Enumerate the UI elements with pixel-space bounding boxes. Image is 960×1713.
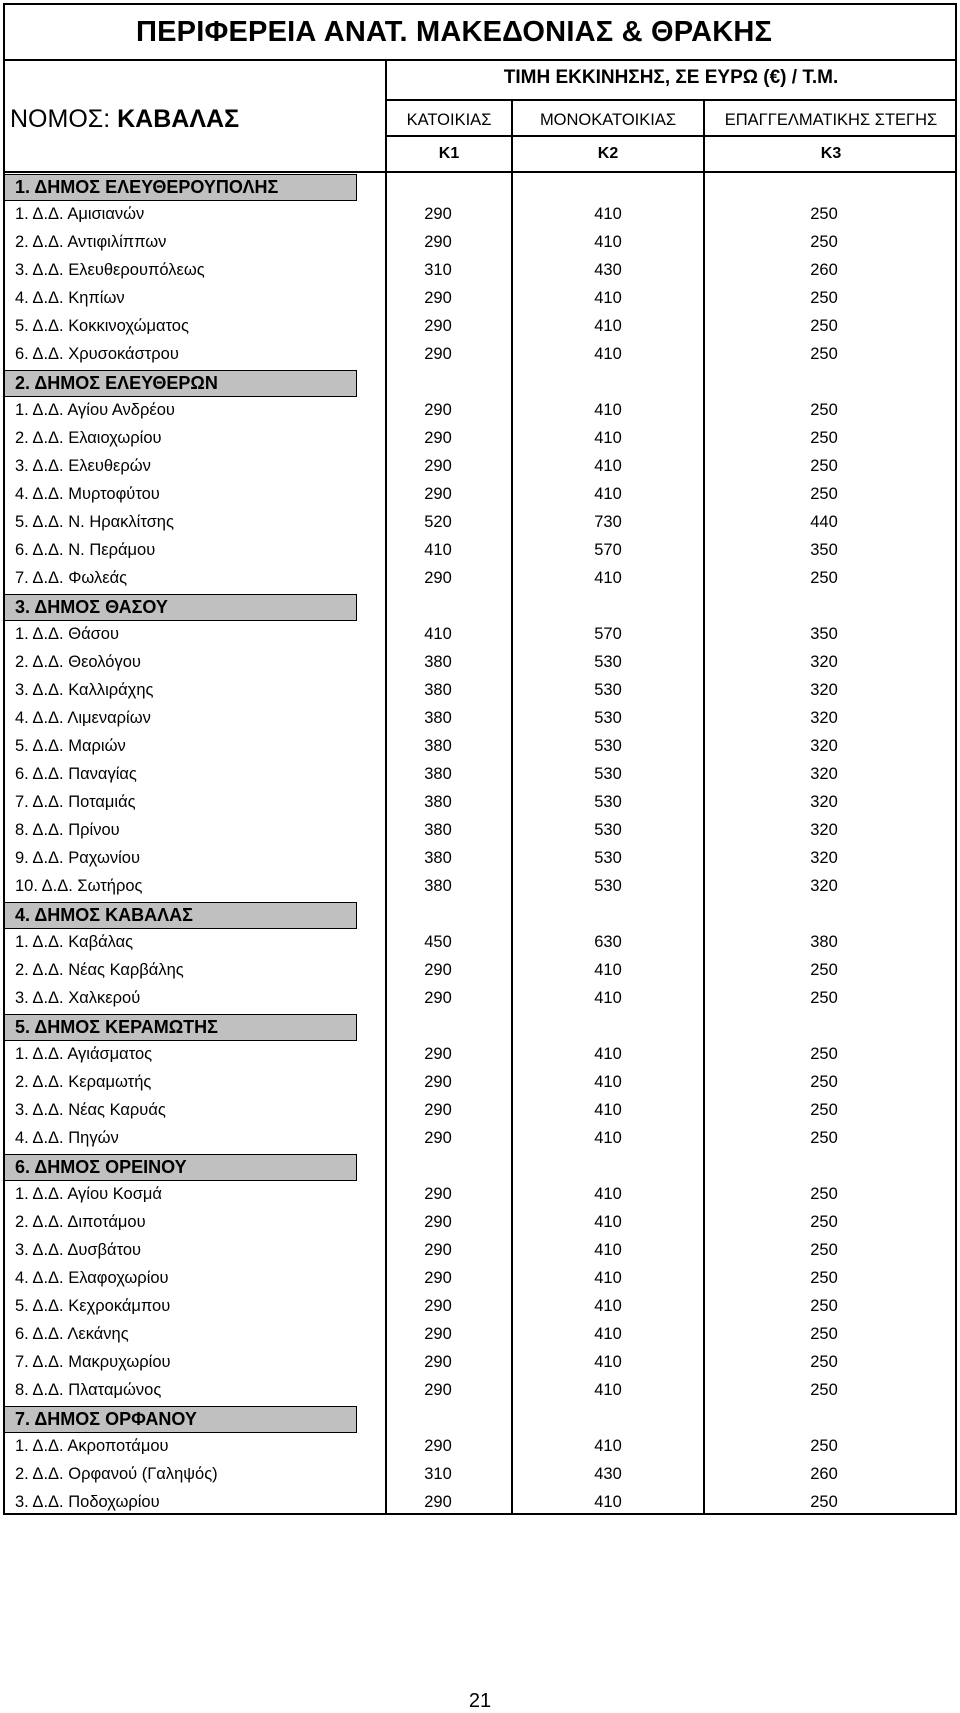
price-k2: 410 [594,1045,622,1063]
price-k2: 730 [594,513,622,531]
district-name: 2. Δ.Δ. Ορφανού (Γαληψός) [15,1465,218,1483]
price-k1: 290 [424,1129,452,1147]
group-title: 5. ΔΗΜΟΣ ΚΕΡΑΜΩΤΗΣ [5,1014,357,1041]
price-k2: 530 [594,793,622,811]
price-k1: 290 [424,1101,452,1119]
price-table [3,3,957,1515]
price-k1: 290 [424,205,452,223]
district-name: 1. Δ.Δ. Αγίου Ανδρέου [15,401,175,419]
price-k2: 410 [594,1437,622,1455]
price-k3: 250 [810,1269,838,1287]
price-k3: 320 [810,793,838,811]
price-k3: 260 [810,261,838,279]
price-k2: 410 [594,233,622,251]
table-row [5,1433,955,1461]
table-row [5,537,955,565]
page-number: 21 [468,1690,492,1712]
group-row [5,901,955,929]
district-name: 3. Δ.Δ. Ελευθερών [15,457,151,475]
table-row [5,1265,955,1293]
district-name: 6. Δ.Δ. Παναγίας [15,765,137,783]
district-name: 3. Δ.Δ. Καλλιράχης [15,681,154,699]
table-row [5,397,955,425]
header-rule [387,99,955,101]
prefecture-prefix: ΝΟΜΟΣ: [10,105,118,133]
table-row [5,1209,955,1237]
price-k2: 410 [594,429,622,447]
price-k1: 380 [424,793,452,811]
price-k1: 290 [424,485,452,503]
price-k1: 290 [424,1437,452,1455]
price-k1: 290 [424,457,452,475]
price-k3: 320 [810,849,838,867]
district-name: 4. Δ.Δ. Ελαφοχωρίου [15,1269,169,1287]
table-row [5,1377,955,1405]
price-k1: 290 [424,1325,452,1343]
table-row [5,733,955,761]
table-row [5,453,955,481]
price-k1: 290 [424,1297,452,1315]
table-row [5,425,955,453]
column-header-k3: ΕΠΑΓΓΕΛΜΑΤΙΚΗΣ ΣΤΕΓΗΣ [724,111,938,129]
price-k1: 310 [424,1465,452,1483]
group-title: 4. ΔΗΜΟΣ ΚΑΒΑΛΑΣ [5,902,357,929]
group-row [5,1013,955,1041]
price-k1: 290 [424,1353,452,1371]
price-k2: 410 [594,1241,622,1259]
table-row [5,229,955,257]
price-k1: 290 [424,1241,452,1259]
region-title: ΠΕΡΙΦΕΡΕΙΑ ΑΝΑΤ. ΜΑΚΕΔΟΝΙΑΣ & ΘΡΑΚΗΣ [136,15,773,48]
table-row [5,1069,955,1097]
district-name: 5. Δ.Δ. Ν. Ηρακλίτσης [15,513,174,531]
price-k1: 290 [424,317,452,335]
price-k3: 250 [810,1213,838,1231]
price-k2: 410 [594,1213,622,1231]
price-k1: 290 [424,289,452,307]
column-header-k2: ΜΟΝΟΚΑΤΟΙΚΙΑΣ [539,111,677,129]
price-k3: 250 [810,1073,838,1091]
price-k1: 290 [424,233,452,251]
price-k2: 410 [594,1129,622,1147]
price-k3: 320 [810,821,838,839]
price-k1: 410 [424,625,452,643]
price-k3: 250 [810,961,838,979]
price-k3: 250 [810,1297,838,1315]
price-k3: 320 [810,709,838,727]
price-k1: 290 [424,401,452,419]
table-row [5,313,955,341]
district-name: 7. Δ.Δ. Μακρυχωρίου [15,1353,171,1371]
price-k3: 250 [810,1101,838,1119]
price-k1: 310 [424,261,452,279]
price-k3: 250 [810,1241,838,1259]
district-name: 8. Δ.Δ. Πρίνου [15,821,120,839]
group-row [5,369,955,397]
table-row [5,1097,955,1125]
district-name: 5. Δ.Δ. Κεχροκάμπου [15,1297,171,1315]
price-k2: 570 [594,541,622,559]
price-k1: 290 [424,961,452,979]
price-k1: 380 [424,681,452,699]
price-k3: 380 [810,933,838,951]
price-k3: 250 [810,1493,838,1511]
price-k3: 320 [810,877,838,895]
price-k1: 290 [424,1493,452,1511]
district-name: 4. Δ.Δ. Κηπίων [15,289,125,307]
price-k3: 350 [810,541,838,559]
table-row [5,929,955,957]
table-body [5,173,955,1515]
price-k3: 250 [810,1353,838,1371]
district-name: 1. Δ.Δ. Καβάλας [15,933,134,951]
price-k2: 410 [594,1381,622,1399]
price-k1: 290 [424,1185,452,1203]
price-k3: 260 [810,1465,838,1483]
group-row [5,593,955,621]
district-name: 1. Δ.Δ. Θάσου [15,625,119,643]
column-code-k1: Κ1 [438,145,460,162]
price-k3: 250 [810,289,838,307]
price-k2: 410 [594,1493,622,1511]
price-k2: 430 [594,261,622,279]
price-k2: 410 [594,1269,622,1287]
price-k1: 290 [424,1269,452,1287]
district-name: 2. Δ.Δ. Κεραμωτής [15,1073,152,1091]
price-k3: 250 [810,345,838,363]
price-k3: 250 [810,401,838,419]
price-k1: 290 [424,345,452,363]
table-row [5,621,955,649]
district-name: 9. Δ.Δ. Ραχωνίου [15,849,140,867]
district-name: 5. Δ.Δ. Κοκκινοχώματος [15,317,189,335]
district-name: 10. Δ.Δ. Σωτήρος [15,877,143,895]
column-code-k3: Κ3 [820,145,842,162]
price-k1: 290 [424,1073,452,1091]
price-k3: 250 [810,989,838,1007]
district-name: 2. Δ.Δ. Νέας Καρβάλης [15,961,184,979]
price-k2: 410 [594,989,622,1007]
price-k2: 410 [594,317,622,335]
group-title: 7. ΔΗΜΟΣ ΟΡΦΑΝΟΥ [5,1406,357,1433]
price-k2: 410 [594,205,622,223]
table-header [5,61,955,173]
table-row [5,845,955,873]
group-row [5,1153,955,1181]
price-title: ΤΙΜΗ ΕΚΚΙΝΗΣΗΣ, ΣΕ ΕΥΡΩ (€) / Τ.Μ. [503,67,839,88]
price-k2: 410 [594,401,622,419]
district-name: 7. Δ.Δ. Φωλεάς [15,569,128,587]
table-row [5,1181,955,1209]
district-name: 3. Δ.Δ. Νέας Καρυάς [15,1101,166,1119]
group-row [5,173,955,201]
district-name: 8. Δ.Δ. Πλαταμώνος [15,1381,162,1399]
column-header-k1: ΚΑΤΟΙΚΙΑΣ [406,111,492,129]
table-row [5,1461,955,1489]
price-k2: 530 [594,849,622,867]
price-k1: 290 [424,1381,452,1399]
prefecture-label [10,105,239,134]
district-name: 6. Δ.Δ. Ν. Περάμου [15,541,156,559]
table-row [5,1041,955,1069]
price-k1: 290 [424,569,452,587]
district-name: 3. Δ.Δ. Ελευθερουπόλεως [15,261,205,279]
price-k3: 250 [810,317,838,335]
district-name: 1. Δ.Δ. Αμισιανών [15,205,145,223]
district-name: 6. Δ.Δ. Χρυσοκάστρου [15,345,179,363]
price-k2: 410 [594,1073,622,1091]
table-row [5,873,955,901]
price-k1: 380 [424,877,452,895]
price-k3: 250 [810,1381,838,1399]
prefecture-name: ΚΑΒΑΛΑΣ [117,105,240,133]
table-row [5,1489,955,1515]
price-k1: 520 [424,513,452,531]
price-k3: 250 [810,233,838,251]
table-row [5,1349,955,1377]
district-name: 1. Δ.Δ. Αγίου Κοσμά [15,1185,162,1203]
table-row [5,1237,955,1265]
price-k2: 530 [594,653,622,671]
price-k2: 410 [594,289,622,307]
price-k1: 380 [424,709,452,727]
district-name: 2. Δ.Δ. Θεολόγου [15,653,141,671]
price-k1: 290 [424,1213,452,1231]
price-k1: 290 [424,989,452,1007]
table-row [5,509,955,537]
price-k3: 250 [810,569,838,587]
price-k3: 320 [810,653,838,671]
price-k2: 410 [594,1101,622,1119]
price-k3: 320 [810,765,838,783]
group-title: 3. ΔΗΜΟΣ ΘΑΣΟΥ [5,594,357,621]
district-name: 3. Δ.Δ. Ποδοχωρίου [15,1493,160,1511]
district-name: 7. Δ.Δ. Ποταμιάς [15,793,136,811]
price-k3: 250 [810,429,838,447]
table-row [5,649,955,677]
price-k3: 250 [810,1325,838,1343]
price-k1: 380 [424,737,452,755]
price-k2: 410 [594,485,622,503]
price-k3: 250 [810,1045,838,1063]
table-row [5,789,955,817]
price-k1: 410 [424,541,452,559]
table-row [5,481,955,509]
group-title: 6. ΔΗΜΟΣ ΟΡΕΙΝΟΥ [5,1154,357,1181]
district-name: 3. Δ.Δ. Δυσβάτου [15,1241,142,1259]
district-name: 2. Δ.Δ. Αντιφιλίππων [15,233,167,251]
table-row [5,341,955,369]
price-k2: 410 [594,1297,622,1315]
price-k2: 430 [594,1465,622,1483]
table-row [5,1125,955,1153]
price-k2: 530 [594,877,622,895]
district-name: 4. Δ.Δ. Πηγών [15,1129,119,1147]
price-k2: 410 [594,569,622,587]
table-row [5,1293,955,1321]
price-k1: 450 [424,933,452,951]
district-name: 1. Δ.Δ. Αγιάσματος [15,1045,153,1063]
price-k1: 380 [424,821,452,839]
district-name: 3. Δ.Δ. Χαλκερού [15,989,141,1007]
price-k2: 630 [594,933,622,951]
district-name: 5. Δ.Δ. Μαριών [15,737,126,755]
price-k2: 570 [594,625,622,643]
price-k2: 410 [594,1353,622,1371]
price-k2: 410 [594,345,622,363]
district-name: 1. Δ.Δ. Ακροποτάμου [15,1437,169,1455]
price-k3: 250 [810,1437,838,1455]
header-rule [387,135,955,137]
table-row [5,985,955,1013]
price-k3: 250 [810,1185,838,1203]
district-name: 4. Δ.Δ. Μυρτοφύτου [15,485,160,503]
group-title: 2. ΔΗΜΟΣ ΕΛΕΥΘΕΡΩΝ [5,370,357,397]
price-k1: 380 [424,765,452,783]
price-k2: 410 [594,1325,622,1343]
table-row [5,1321,955,1349]
table-row [5,705,955,733]
price-k2: 410 [594,457,622,475]
price-k3: 320 [810,737,838,755]
price-k1: 290 [424,1045,452,1063]
table-row [5,257,955,285]
table-row [5,565,955,593]
price-k2: 530 [594,821,622,839]
price-k3: 250 [810,485,838,503]
table-row [5,957,955,985]
price-k3: 250 [810,205,838,223]
price-k2: 530 [594,737,622,755]
price-k3: 250 [810,457,838,475]
table-row [5,677,955,705]
region-title-bar [5,5,955,61]
price-k2: 410 [594,961,622,979]
price-k2: 530 [594,709,622,727]
district-name: 4. Δ.Δ. Λιμεναρίων [15,709,151,727]
price-k3: 440 [810,513,838,531]
column-code-k2: Κ2 [597,145,619,162]
price-k2: 530 [594,681,622,699]
price-k3: 350 [810,625,838,643]
table-row [5,285,955,313]
district-name: 6. Δ.Δ. Λεκάνης [15,1325,129,1343]
price-k3: 250 [810,1129,838,1147]
price-k1: 380 [424,849,452,867]
table-row [5,817,955,845]
district-name: 2. Δ.Δ. Διποτάμου [15,1213,146,1231]
group-row [5,1405,955,1433]
price-k2: 410 [594,1185,622,1203]
group-title: 1. ΔΗΜΟΣ ΕΛΕΥΘΕΡΟΥΠΟΛΗΣ [5,174,357,201]
table-row [5,761,955,789]
price-k1: 290 [424,429,452,447]
price-k2: 530 [594,765,622,783]
district-name: 2. Δ.Δ. Ελαιοχωρίου [15,429,162,447]
price-k3: 320 [810,681,838,699]
table-row [5,201,955,229]
price-k1: 380 [424,653,452,671]
